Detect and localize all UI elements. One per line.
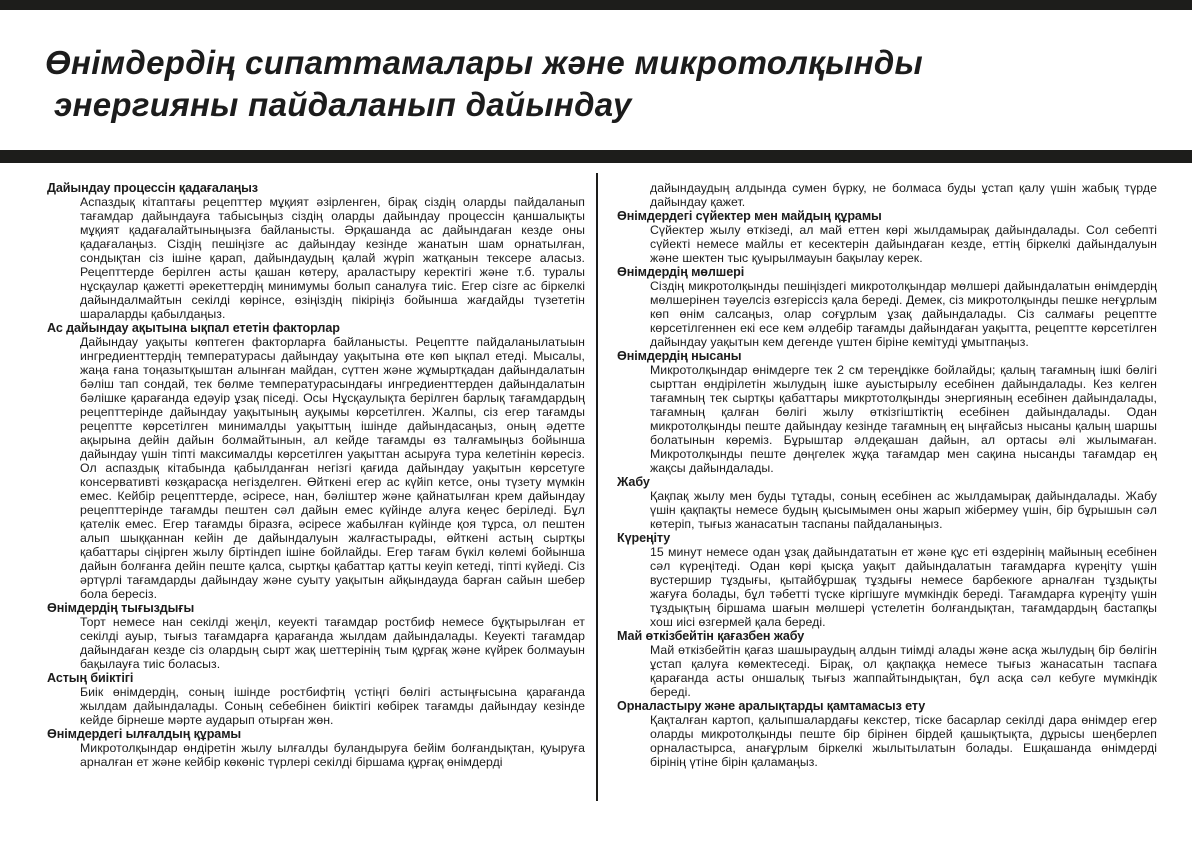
section-heading: Орналастыру және аралықтарды қамтамасыз ету bbox=[617, 699, 926, 713]
section bbox=[47, 181, 585, 321]
section bbox=[617, 209, 1157, 265]
section-heading: Өнімдердің тығыздығы bbox=[47, 601, 195, 615]
section-body: Микротолқындар өнімдерге тек 2 см тереңдікке бойлайды; қалың тағамның ішкі бөлігі сырттан өндірілетін жылудың ішке ауыстырылу есебінен дайындалады. Кез келген тағамның тек сыртқы қабаттары микртотолқынды энергияның есебінен дайындалады, тағамның қалған бөлігі жылу өткізгіштіктің есебінен дайындалады. Одан микротолқынды пеште дайындау кезінде тағамның ең ыңғайсыз нысаны қалың шаршы болатынын көреміз. Бұрыштар әлдеқашан дайын, ал ортасы әлі жылымаған. Микротолқынды пеште дөңгелек жұқа тағамдар мен сақина нысанды тағамдар ең жақсы дайындалады. bbox=[650, 363, 1157, 475]
section-heading: Өнімдердегі ылғалдың құрамы bbox=[47, 727, 242, 741]
section-body: 15 минут немесе одан ұзақ дайындататын ет және құс еті өздерінің майының есебінен сәл күреңітеді. Одан көрі қысқа уақыт дайындалатын тағамдарға күреңіту үшін вустершир тұздығы, қытайбұршақ тұздығы немесе барбекюге арналған тұздықты жағуға болады, бұл тәбетті түске кіргішуге мүмкіндік береді. Тағамдарға күреңіту үшін тұздықтың біршама шағын мөлшері үстелетін болғандықтан, тағамдардың бастапқы хош иісі өзгермей қала береді. bbox=[650, 545, 1157, 629]
section-heading: Өнімдердегі сүйектер мен майдың құрамы bbox=[617, 209, 882, 223]
section-body: Сіздің микротолқынды пешіңіздегі микротолқындар мөлшері дайындалатын өнімдердің мөлшерінен тәуелсіз өзгеріссіз қала береді. Демек, сіз микротолқынды пешке неғұрлым көп өнім салсаңыз, олар соғұрлым ұзақ дайындалады. Сіз салмағы рецептте көрсетілгеннен екі есе кем әлдебір тағамды дайындаған уақытта, рецептте көрсетілген дайындау уақытын кем дегенде үштен біріне кемітуді ұмытпаңыз. bbox=[650, 279, 1157, 349]
section-heading: Ас дайындау ақытына ықпал ететін факторлар bbox=[47, 321, 340, 335]
section-body: Сүйектер жылу өткізеді, ал май еттен көрі жылдамырақ дайындалады. Сол себепті сүйекті немесе майлы ет кесектерін дайындаған кезде, еттің біркелкі дайындалуын және шектен тыс қуырылмауын бақылау керек. bbox=[650, 223, 1157, 265]
top-rule bbox=[0, 0, 1192, 10]
section-heading: Дайындау процессін қадағалаңыз bbox=[47, 181, 258, 195]
column-divider bbox=[596, 173, 598, 801]
section bbox=[47, 321, 585, 601]
section bbox=[47, 671, 585, 727]
column-left bbox=[47, 181, 585, 769]
section-body: Май өткізбейтін қағаз шашыраудың алдын тиімді алады және асқа жылудың бір бөлігін ұстап қалуға көмектеседі. Бірақ, ол қақпаққа немесе тығыз жанасатын таспаға қарағанда асты оншалық тығыз жаппайтындықтан, бұл асқа сәл кебуге мүмкіндік береді. bbox=[650, 643, 1157, 699]
page-title-line-2: энергияны пайдаланып дайындау bbox=[54, 86, 632, 123]
section-heading: Күреңіту bbox=[617, 531, 671, 545]
section bbox=[617, 265, 1157, 349]
section-heading: Өнімдердің нысаны bbox=[617, 349, 742, 363]
section-body: Торт немесе нан секілді жеңіл, кеуекті тағамдар ростбиф немесе бұқтырылған ет секілді ауыр, тығыз тағамдарға қарағанда жылдам дайындалады. Кеуекті тағамдар дайындаған кезде сіз олардың сырт жақ шеттерінің тым құрғақ және күйрек болмауын бақылауға тиіс боласыз. bbox=[80, 615, 585, 671]
section-heading: Жабу bbox=[617, 475, 650, 489]
section-body: Биік өнімдердің, соның ішінде ростбифтің үстіңгі бөлігі астыңғысына қарағанда жылдам дайындалады. Соның себебінен биіктігі көбірек тағамды дайындау кезінде кейде бірнеше мәрте аударып отырған жөн. bbox=[80, 685, 585, 727]
section bbox=[47, 601, 585, 671]
section bbox=[47, 727, 585, 769]
section-body: Дайындау уақыты көптеген факторларға байланысты. Рецептте пайдаланылатыын ингредиенттердің температурасы дайындау уақытына өте көп ықпал етеді. Мысалы, жаңа ғана тоңазытқыштан алынған майдан, сүттен және жұмыртқадан дайындалатын бәліш тап сондай, тек бөлме температурасындағы ингредиенттерден дайындалатын бәлішке қарағанда едәуір ұзақ піседі. Осы Нұсқаулықта берілген барлық тағамдардың рецепттерінде дайындау уақытының ауқымы көрсетілген. Жалпы, сіз егер тағамды рецептте көрсетілген минималды уақыттың ішінде дайындасаңыз, оның әдетте ақырына дейін дайын болмайтынын, ал кейде тағамды өз талғамыңыз бойынша дайындау үшін тіпті максималды көрсетілген уақыттан асыруға тура келетінін көресіз. Ол аспаздық кітабында қабылданған негізгі қағида дайындау уақытын көрсетуге консервативті көзқарасқа негізделген. Өйткені егер ас күйіп кетсе, оны түзету мүмкін емес. Кейбір рецепттерде, әсіресе, нан, бәліштер және қайнатылған крем дайындау рецепттерінде тағамды пештен сәл дайын емес күйінде алуға кеңес беріледі. Бұл қателік емес. Егер тағамды біразға, әсіресе жабылған күйінде қоя тұрса, ол пештен алып шыққаннан кейін де дайындалуын жалғастырады, өйткені астың сыртқы қабаттары сіңірген жылу біртіндеп ішіне бойлайды. Егер тағам бүкіл көлемі бойынша дайын болғанға дейін пеште қалса, сыртқы қабаттар қатты кеуіп кетеді, тіпті күйеді. Сіз әртүрлі тағамдарды дайындау және суыту уақытын айқындауда барған сайын шебер бола бересіз. bbox=[80, 335, 585, 601]
section-body: дайындаудың алдында сумен бүрку, не болмаса буды ұстап қалу үшін жабық түрде дайындау қажет. bbox=[650, 181, 1157, 209]
section-body: Микротолқындар өндіретін жылу ылғалды буландыруға бейім болғандықтан, қуыруға арналған ет және кейбір көкөніс түрлері секілді біршама құрғақ өнімдерді bbox=[80, 741, 585, 769]
section bbox=[617, 349, 1157, 475]
section bbox=[617, 699, 1157, 769]
section-body: Аспаздық кітаптағы рецепттер мұқият әзірленген, бірақ сіздің оларды пайдаланып тағамдар дайындауға табысыңыз сіздің оларды дайындау процессін қаншалықты мұқият қадағалайтыныңызға байланысты. Әрқашанда ас дайындаған кезде оны қадағалаңыз. Сіздің пешіңізге ас дайындау кезінде жанатын шам орнатылған, сондықтан сіз ішіне қарап, дайындаудың қалай жүріп жатқанын тексере аласыз. Рецепттерде берілген асты қашан көтеру, араластыру керектігі және т.б. туралы нұсқаулар қажетті әрекеттердің минимумы болып саналуға тиіс. Егер сізге ас біркелкі дайындалмайтын секілді көрінсе, өзіңіздің пікіріңіз бойынша жағдайды түзететін шараларды қабылдаңыз. bbox=[80, 195, 585, 321]
section-heading: Өнімдердің мөлшері bbox=[617, 265, 745, 279]
section bbox=[617, 475, 1157, 531]
section-heading: Астың биіктігі bbox=[47, 671, 134, 685]
heading-rule bbox=[0, 150, 1192, 163]
section-body: Қақпақ жылу мен буды тұтады, соның есебінен ас жылдамырақ дайындалады. Жабу үшін қақпақты немесе будың қысымымен оны жарып жібермеу үшін, бір бұрышын сәл көтеріп, тығыз жанасатын таспаны пайдаланыңыз. bbox=[650, 489, 1157, 531]
column-right bbox=[617, 181, 1157, 769]
section bbox=[617, 531, 1157, 629]
section-body: Қақталған картоп, қалыпшалардағы кекстер, тіске басарлар секілді дара өнімдер егер оларды микротолқынды пеште бір бірінен бірдей қашықтықта, дұрысы шеңберлеп орналастырса, анағұрлым біркелкі жылытылатын болады. Ешқашанда өнімдерді бірінің үтіне бірін қаламаңыз. bbox=[650, 713, 1157, 769]
section bbox=[617, 181, 1157, 209]
page-title bbox=[45, 42, 1145, 126]
section-heading: Май өткізбейтін қағазбен жабу bbox=[617, 629, 805, 643]
section bbox=[617, 629, 1157, 699]
page-title-line-1: Өнімдердің сипаттамалары және микротолқынды bbox=[45, 44, 924, 81]
